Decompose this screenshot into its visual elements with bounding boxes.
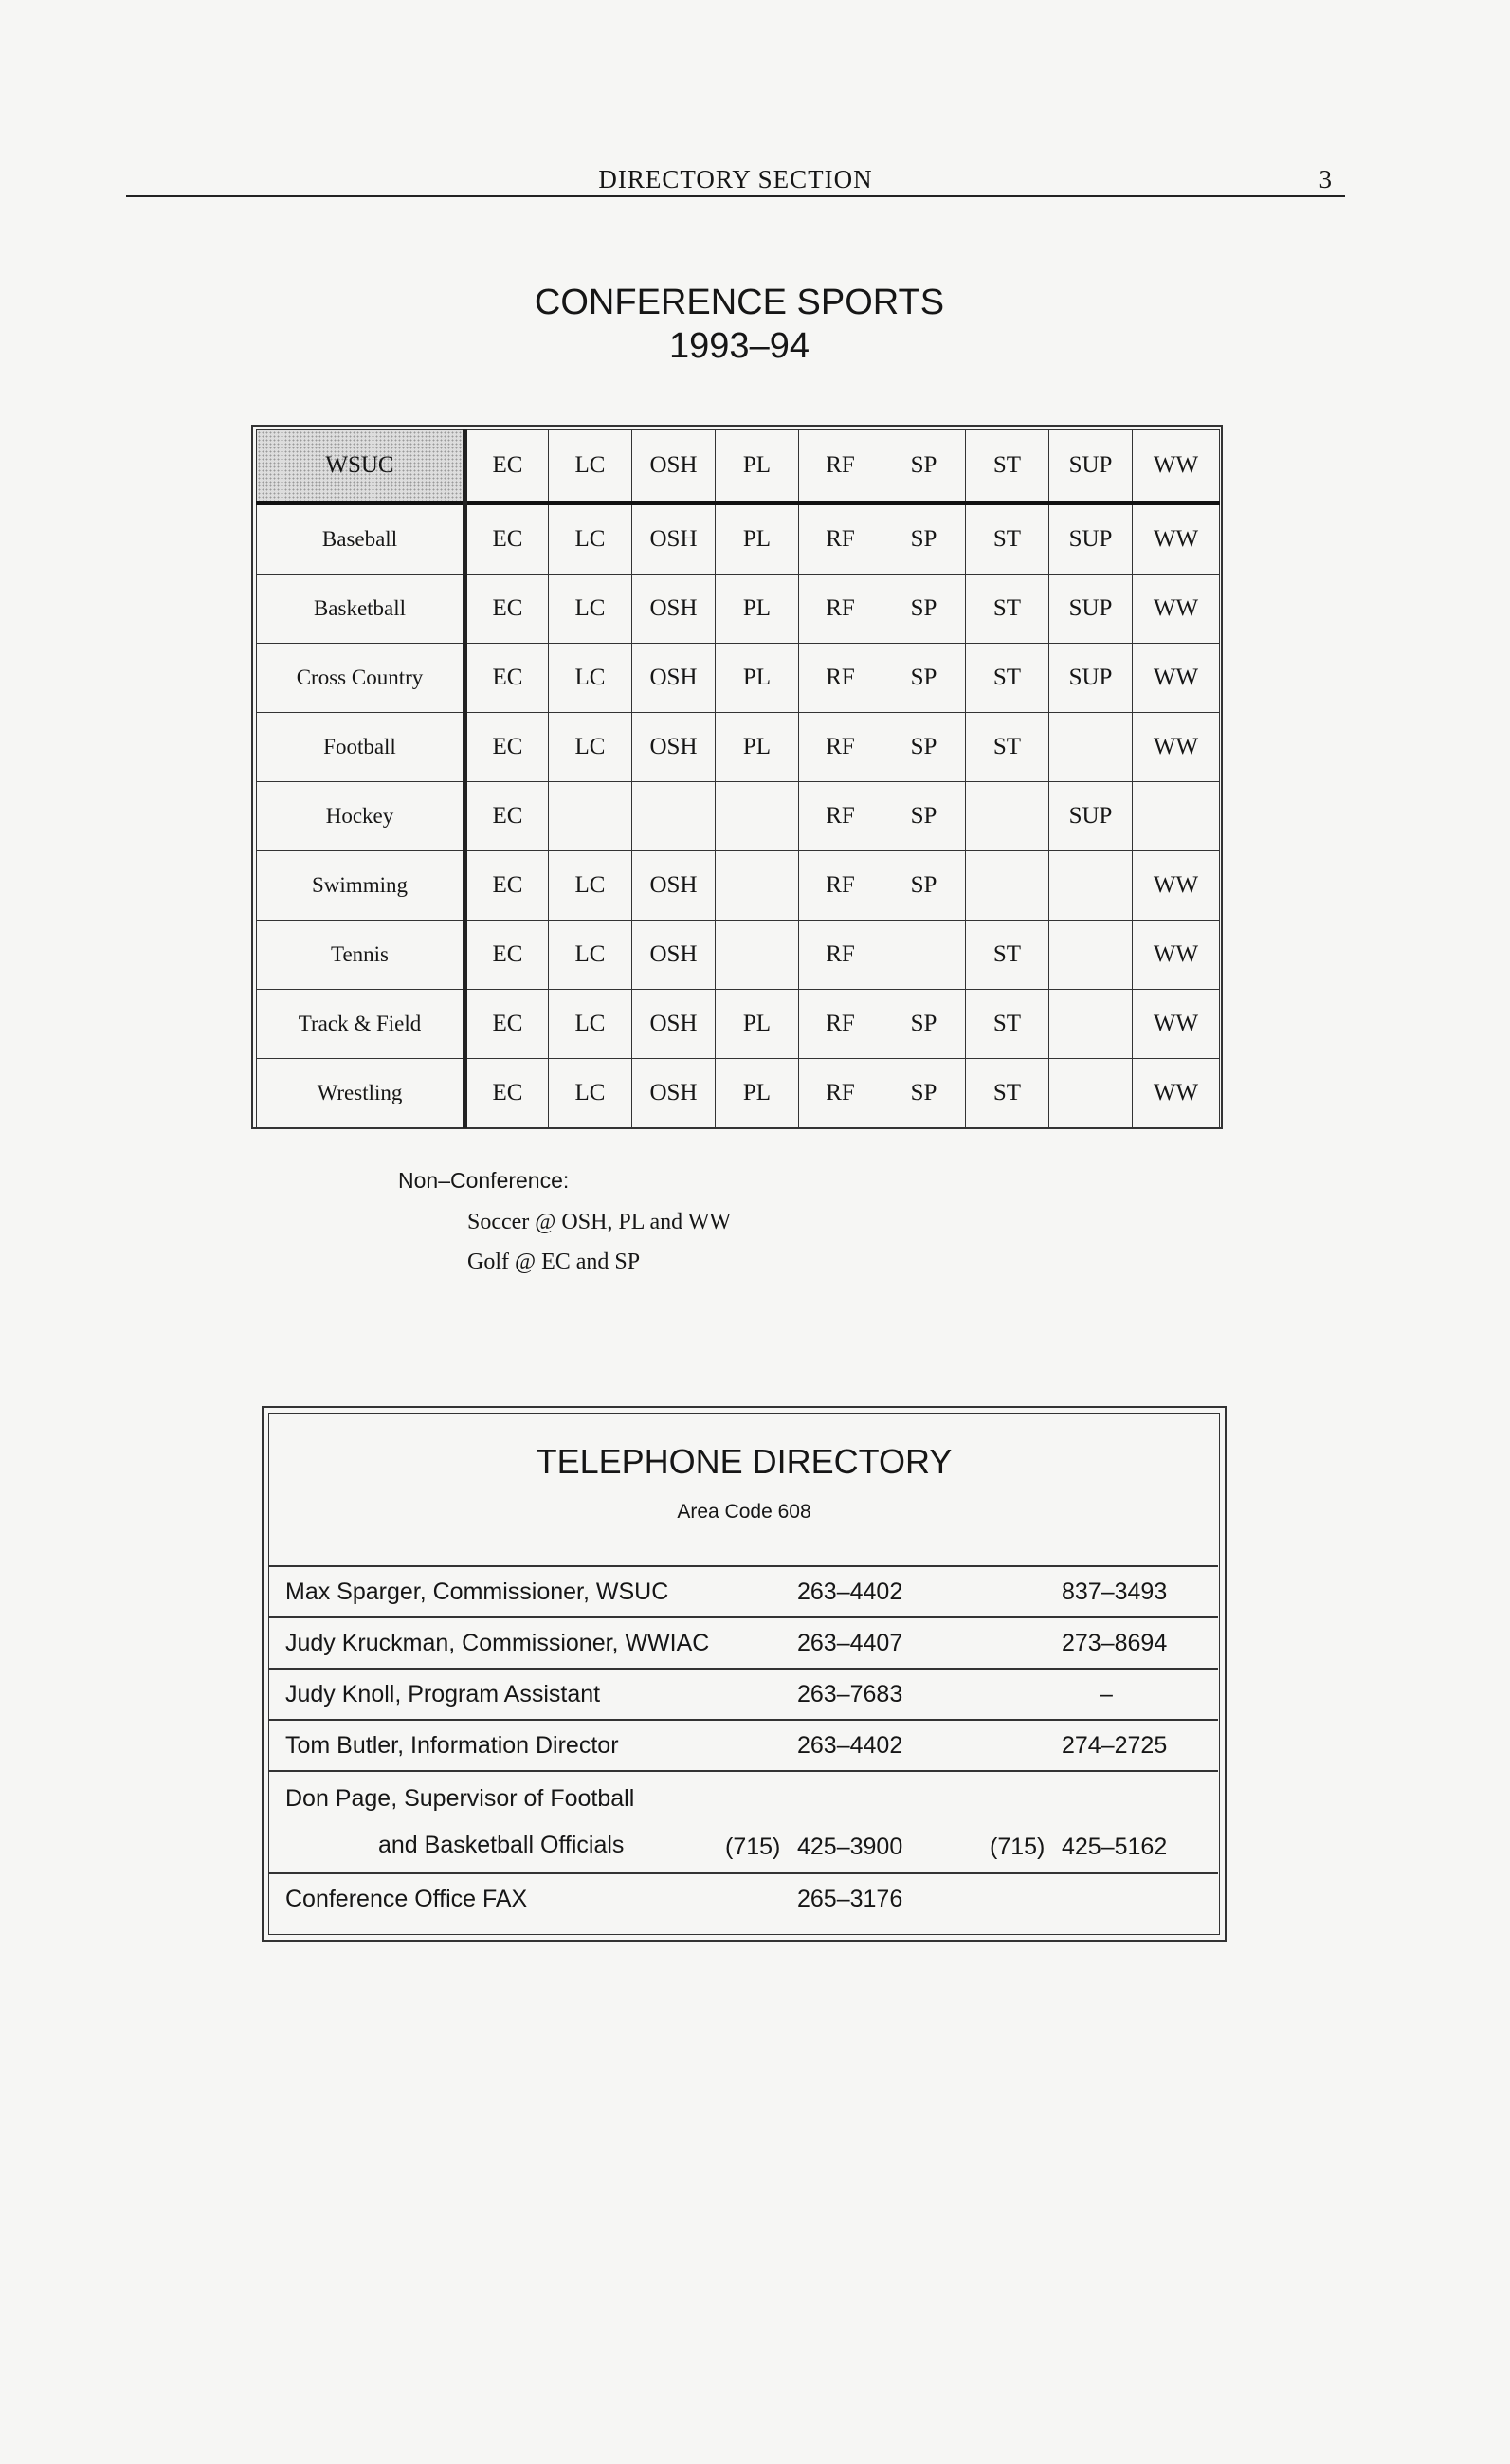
table-cell: PL [716, 1059, 799, 1128]
sport-name: Tennis [257, 921, 465, 990]
home-phone [988, 1873, 1218, 1924]
column-header: OSH [632, 430, 716, 503]
table-cell [966, 782, 1049, 851]
table-cell: PL [716, 503, 799, 575]
table-cell [716, 782, 799, 851]
table-cell: RF [799, 990, 882, 1059]
table-cell: OSH [632, 503, 716, 575]
table-cell: LC [549, 990, 632, 1059]
table-cell: ST [966, 503, 1049, 575]
table-header-row [257, 430, 1220, 503]
column-header: WSUC [257, 430, 465, 503]
table-cell: ST [966, 921, 1049, 990]
section-title: DIRECTORY SECTION [598, 165, 873, 193]
table-row [257, 644, 1220, 713]
telephone-title: TELEPHONE DIRECTORY [536, 1442, 953, 1481]
column-header: WW [1133, 430, 1220, 503]
table-cell [882, 921, 966, 990]
home-phone-cell [988, 1771, 1218, 1873]
table-cell: WW [1133, 503, 1220, 575]
table-cell [1049, 851, 1133, 921]
office-area-code: (715) [725, 1834, 781, 1860]
table-cell [1049, 1059, 1133, 1128]
column-header: ST [966, 430, 1049, 503]
table-cell: PL [716, 990, 799, 1059]
home-phone: 274–2725 [1062, 1731, 1168, 1759]
table-cell [966, 851, 1049, 921]
area-code: Area Code 608 [677, 1501, 811, 1523]
entry-name: Conference Office FAX [285, 1885, 528, 1912]
table-cell [1133, 782, 1220, 851]
table-cell: PL [716, 713, 799, 782]
sport-name: Baseball [257, 503, 465, 575]
column-header: LC [549, 430, 632, 503]
table-cell: ST [966, 1059, 1049, 1128]
office-phone: 425–3900 [797, 1834, 903, 1860]
table-cell: RF [799, 851, 882, 921]
table-cell: RF [799, 644, 882, 713]
table-cell: LC [549, 575, 632, 644]
office-phone: 263–4402 [797, 1731, 903, 1759]
table-row [257, 1059, 1220, 1128]
sport-name: Football [257, 713, 465, 782]
table-cell: WW [1133, 644, 1220, 713]
table-cell: RF [799, 575, 882, 644]
telephone-directory [268, 1413, 1220, 1935]
non-conference-item: Golf @ EC and SP [467, 1250, 641, 1274]
office-phone: 263–4402 [797, 1578, 903, 1605]
page-number: 3 [1319, 165, 1332, 193]
entry-name-line2: and Basketball Officials [378, 1832, 625, 1858]
table-row [257, 990, 1220, 1059]
table-cell: ST [966, 575, 1049, 644]
table-row [257, 503, 1220, 575]
home-phone: 273–8694 [1062, 1629, 1168, 1656]
table-row [257, 851, 1220, 921]
home-phone: – [1100, 1680, 1113, 1707]
table-cell: OSH [632, 921, 716, 990]
phone-entry [269, 1720, 1218, 1771]
table-cell [1049, 713, 1133, 782]
table-cell: RF [799, 1059, 882, 1128]
table-cell: RF [799, 713, 882, 782]
entry-name-cell [269, 1771, 725, 1873]
table-cell: PL [716, 644, 799, 713]
table-row [257, 575, 1220, 644]
table-cell: LC [549, 851, 632, 921]
table-cell: SP [882, 851, 966, 921]
table-cell: OSH [632, 575, 716, 644]
table-cell: SP [882, 782, 966, 851]
table-cell: WW [1133, 851, 1220, 921]
sports-table [256, 429, 1220, 1128]
table-cell [716, 851, 799, 921]
entry-name-line1: Don Page, Supervisor of Football [285, 1785, 635, 1812]
entry-name: Max Sparger, Commissioner, WSUC [285, 1578, 669, 1605]
table-cell: OSH [632, 713, 716, 782]
table-cell: EC [465, 921, 549, 990]
sport-name: Basketball [257, 575, 465, 644]
table-cell: ST [966, 990, 1049, 1059]
column-header: PL [716, 430, 799, 503]
table-cell: EC [465, 713, 549, 782]
phone-entry [269, 1617, 1218, 1669]
table-cell: LC [549, 1059, 632, 1128]
page-header [126, 161, 1345, 197]
table-row [257, 921, 1220, 990]
table-cell: EC [465, 503, 549, 575]
non-conference-label: Non–Conference: [398, 1168, 570, 1193]
table-cell: WW [1133, 921, 1220, 990]
table-cell: OSH [632, 1059, 716, 1128]
table-cell: SP [882, 575, 966, 644]
table-cell: SP [882, 503, 966, 575]
table-cell: RF [799, 782, 882, 851]
table-cell: PL [716, 575, 799, 644]
table-cell: EC [465, 782, 549, 851]
table-cell: EC [465, 644, 549, 713]
table-cell: SP [882, 644, 966, 713]
entry-name: Tom Butler, Information Director [285, 1731, 619, 1759]
phone-entry [269, 1873, 1218, 1924]
table-cell [549, 782, 632, 851]
sport-name: Wrestling [257, 1059, 465, 1128]
table-cell: SUP [1049, 575, 1133, 644]
table-cell: SUP [1049, 644, 1133, 713]
table-cell: ST [966, 713, 1049, 782]
non-conference-item: Soccer @ OSH, PL and WW [467, 1210, 732, 1234]
table-cell: SUP [1049, 503, 1133, 575]
column-header: SP [882, 430, 966, 503]
table-cell: ST [966, 644, 1049, 713]
table-row [257, 713, 1220, 782]
column-header: SUP [1049, 430, 1133, 503]
phone-entry [269, 1669, 1218, 1720]
telephone-table [269, 1565, 1218, 1924]
sport-name: Cross Country [257, 644, 465, 713]
table-cell [632, 782, 716, 851]
sport-name: Swimming [257, 851, 465, 921]
table-cell: SP [882, 1059, 966, 1128]
entry-name: Judy Knoll, Program Assistant [285, 1680, 601, 1707]
table-cell [716, 921, 799, 990]
phone-entry [269, 1771, 1218, 1873]
table-cell: SP [882, 990, 966, 1059]
table-row [257, 782, 1220, 851]
table-cell: SP [882, 713, 966, 782]
table-cell: EC [465, 990, 549, 1059]
table-cell: WW [1133, 1059, 1220, 1128]
table-cell: OSH [632, 644, 716, 713]
table-cell: LC [549, 921, 632, 990]
table-cell: OSH [632, 990, 716, 1059]
table-cell: LC [549, 644, 632, 713]
table-cell: OSH [632, 851, 716, 921]
office-phone-cell [725, 1771, 988, 1873]
office-phone: 263–7683 [797, 1680, 903, 1707]
home-phone: 425–5162 [1062, 1834, 1168, 1860]
table-cell: EC [465, 575, 549, 644]
sport-name: Track & Field [257, 990, 465, 1059]
office-phone: 265–3176 [797, 1885, 903, 1912]
table-cell: SUP [1049, 782, 1133, 851]
conference-season: 1993–94 [669, 326, 810, 366]
column-header: EC [465, 430, 549, 503]
home-area-code: (715) [990, 1834, 1046, 1860]
phone-entry [269, 1566, 1218, 1617]
table-cell: LC [549, 713, 632, 782]
table-cell [1049, 921, 1133, 990]
table-cell: WW [1133, 990, 1220, 1059]
table-cell: RF [799, 503, 882, 575]
table-cell: EC [465, 851, 549, 921]
table-cell: WW [1133, 713, 1220, 782]
table-cell: WW [1133, 575, 1220, 644]
table-cell [1049, 990, 1133, 1059]
conference-title: CONFERENCE SPORTS [534, 283, 945, 322]
table-cell: EC [465, 1059, 549, 1128]
table-cell: RF [799, 921, 882, 990]
column-header: RF [799, 430, 882, 503]
table-cell: LC [549, 503, 632, 575]
office-phone: 263–4407 [797, 1629, 903, 1656]
home-phone: 837–3493 [1062, 1578, 1168, 1605]
entry-name: Judy Kruckman, Commissioner, WWIAC [285, 1629, 710, 1656]
sport-name: Hockey [257, 782, 465, 851]
